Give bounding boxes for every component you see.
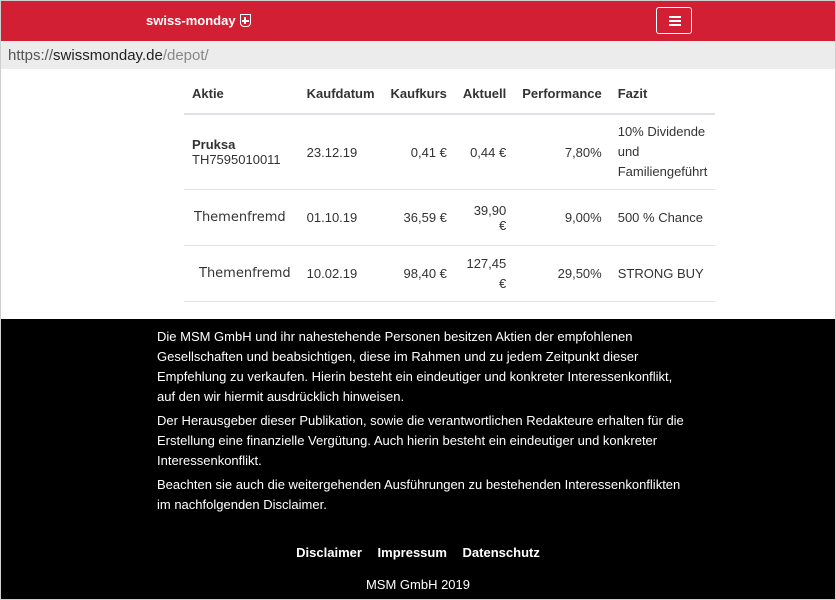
header-kaufdatum: Kaufdatum xyxy=(299,74,383,114)
cell-performance: 29,50% xyxy=(514,246,609,302)
table-row xyxy=(184,190,715,246)
cell-kaufkurs: 98,40 € xyxy=(383,246,455,302)
cell-fazit: STRONG BUY xyxy=(610,246,716,302)
cell-performance: 9,00% xyxy=(514,190,609,246)
hamburger-menu-icon xyxy=(669,16,681,18)
depot-table xyxy=(184,74,715,302)
cell-performance: 7,80% xyxy=(514,114,609,190)
cell-kaufdatum: 23.12.19 xyxy=(299,114,383,190)
stock-isin: TH7595010011 xyxy=(192,152,281,167)
table-header-row xyxy=(184,74,715,114)
top-navbar xyxy=(1,1,835,41)
address-bar[interactable] xyxy=(1,41,835,69)
header-performance: Performance xyxy=(514,74,609,114)
cell-aktie: Themenfremd xyxy=(184,246,299,302)
brand-logo[interactable] xyxy=(146,13,251,28)
cell-aktie: Themenfremd xyxy=(184,190,299,246)
header-aktuell: Aktuell xyxy=(455,74,514,114)
cell-aktuell: 127,45 € xyxy=(455,246,514,302)
disclaimer-paragraph: Beachten sie auch die weitergehenden Ausführungen zu bestehenden Interessenkonflikten im nachfolgenden Disclaimer. xyxy=(157,477,681,512)
impressum-link[interactable]: Impressum xyxy=(377,545,447,560)
cell-aktuell: 39,90 € xyxy=(455,190,514,246)
cell-fazit: 10% Dividende und Familiengeführt xyxy=(610,114,716,190)
url-text: https://swissmonday.de/depot/ xyxy=(8,47,209,64)
copyright: MSM GmbH 2019 xyxy=(365,577,471,592)
disclaimer-link[interactable]: Disclaimer xyxy=(296,545,362,560)
cell-aktuell: 0,44 € xyxy=(455,114,514,190)
cell-kaufdatum: 01.10.19 xyxy=(299,190,383,246)
cell-kaufkurs: 0,41 € xyxy=(383,114,455,190)
cell-kaufdatum: 10.02.19 xyxy=(299,246,383,302)
header-aktie: Aktie xyxy=(184,74,299,114)
disclaimer-paragraph: Der Herausgeber dieser Publikation, sowie die verantwortlichen Redakteure erhalten für die Erstellung eine finanzielle Vergütung. Auch hierin besteht ein eindeutiger und konkreter Interessenkonflikt. xyxy=(157,413,684,468)
table-row xyxy=(184,246,715,302)
stock-name: Pruksa xyxy=(192,137,236,152)
disclaimer-paragraph: Die MSM GmbH und ihr nahestehende Personen besitzen Aktien der empfohlenen Gesellschaften und beabsichtigen, diese im Rahmen und zu jedem Zeitpunkt dieser Empfehlung zu verkaufen. Hierin besteht ein eindeutiger und konkreter Interessenkonflikt, auf den wir hiermit ausdrücklich hinweisen. xyxy=(157,329,673,404)
footer xyxy=(1,319,835,599)
disclaimer-text xyxy=(157,327,687,519)
cell-aktie xyxy=(184,114,299,190)
cell-fazit: 500 % Chance xyxy=(610,190,716,246)
header-kaufkurs: Kaufkurs xyxy=(383,74,455,114)
brand-name: swiss-monday xyxy=(146,13,236,28)
cell-kaufkurs: 36,59 € xyxy=(383,190,455,246)
header-fazit: Fazit xyxy=(610,74,716,114)
table-row xyxy=(184,114,715,190)
footer-links xyxy=(1,545,835,560)
hamburger-menu-button[interactable] xyxy=(656,7,692,34)
datenschutz-link[interactable]: Datenschutz xyxy=(462,545,540,560)
swiss-shield-icon xyxy=(240,14,251,27)
